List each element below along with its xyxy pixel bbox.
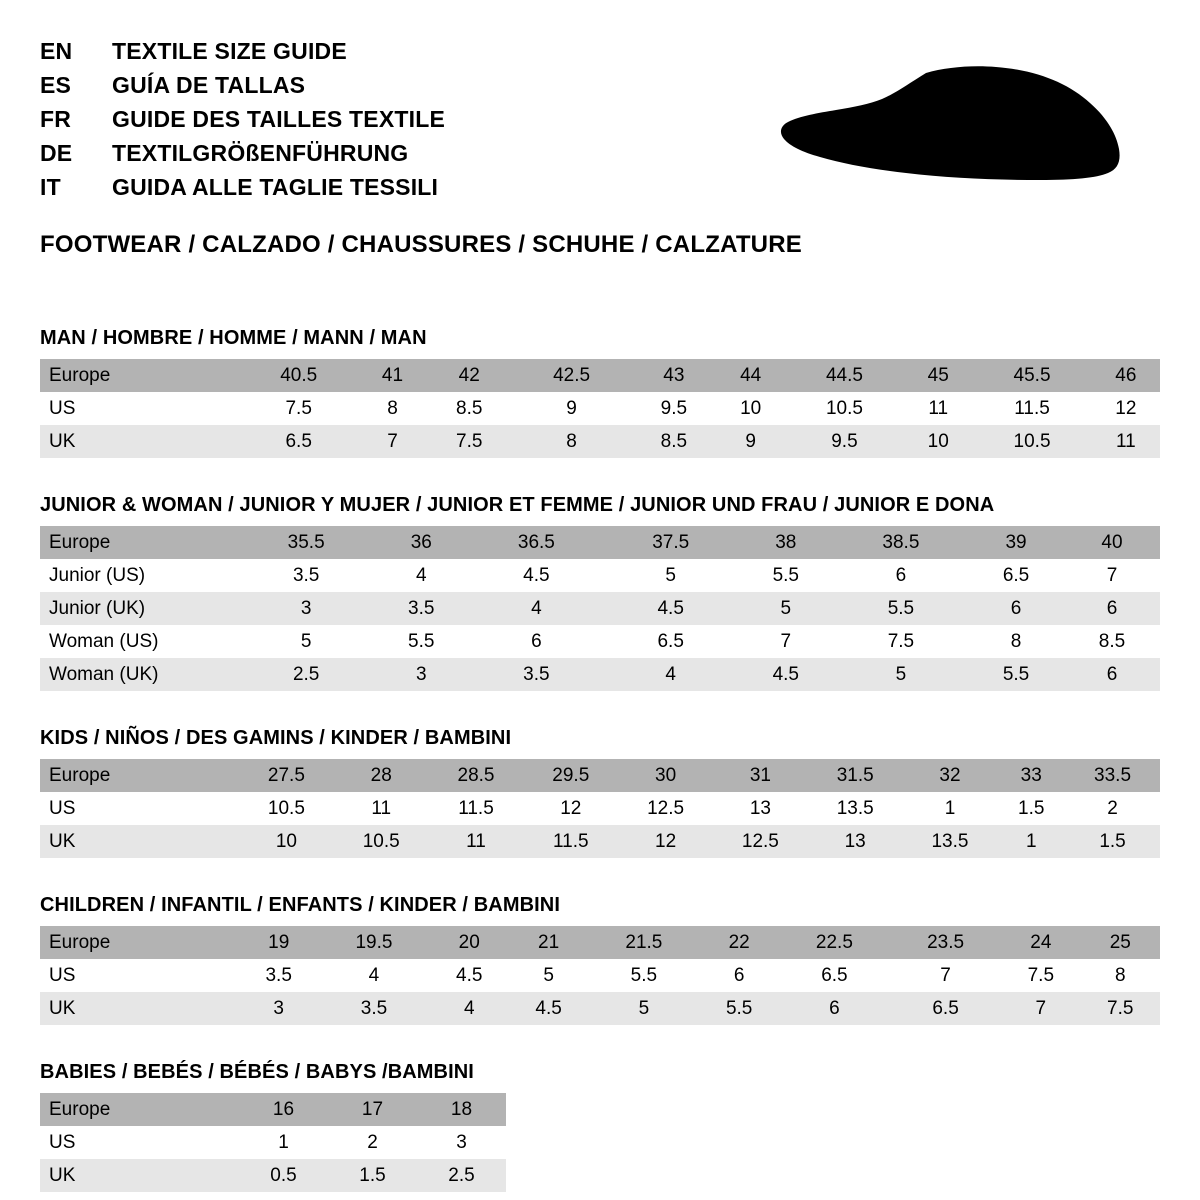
cell: 8.5: [631, 425, 716, 458]
table-row: [40, 526, 1160, 559]
cell: 5.5: [968, 658, 1064, 691]
cell: 21: [509, 926, 588, 959]
language-row: [40, 106, 445, 133]
language-list: [40, 30, 445, 201]
cell: 28: [334, 759, 429, 792]
language-row: [40, 174, 445, 201]
cell: 13.5: [808, 792, 903, 825]
cell: 4.5: [509, 992, 588, 1025]
cell: 2: [1065, 792, 1160, 825]
cell: 22.5: [779, 926, 890, 959]
cell: 25: [1081, 926, 1160, 959]
cell: 1.5: [997, 792, 1065, 825]
cell: 5.5: [373, 625, 469, 658]
table-row: [40, 1093, 506, 1126]
cell: 6.5: [239, 425, 358, 458]
cell: 7: [358, 425, 426, 458]
cell: 5: [604, 559, 738, 592]
cell: 10.5: [334, 825, 429, 858]
table-row: [40, 825, 1160, 858]
row-label: UK: [40, 1159, 239, 1192]
cell: 8: [358, 392, 426, 425]
cell: 17: [328, 1093, 417, 1126]
language-code: DE: [40, 140, 73, 166]
cell: 8.5: [427, 392, 512, 425]
cell: 6.5: [779, 959, 890, 992]
cell: 7: [1001, 992, 1080, 1025]
cell: 35.5: [239, 526, 373, 559]
cell: 12: [1092, 392, 1160, 425]
language-title: GUIDA ALLE TAGLIE TESSILI: [112, 174, 439, 200]
cell: 4: [604, 658, 738, 691]
cell: 5.5: [588, 959, 699, 992]
cell: 3: [373, 658, 469, 691]
cell: 3.5: [318, 992, 429, 1025]
language-row: [40, 72, 445, 99]
cell: 3.5: [239, 559, 373, 592]
cell: 12.5: [618, 792, 713, 825]
cell: 7.5: [427, 425, 512, 458]
cell: 6: [1064, 658, 1160, 691]
cell: 3: [239, 592, 373, 625]
cell: 40.5: [239, 359, 358, 392]
cell: 2: [328, 1126, 417, 1159]
row-label: UK: [40, 992, 239, 1025]
cell: 4: [469, 592, 603, 625]
cell: 8: [512, 425, 631, 458]
cell: 1: [997, 825, 1065, 858]
page-header: [40, 30, 1160, 205]
row-label: Woman (UK): [40, 658, 239, 691]
cell: 13: [808, 825, 903, 858]
row-label: US: [40, 1126, 239, 1159]
cell: 23.5: [890, 926, 1001, 959]
cell: 3.5: [469, 658, 603, 691]
cell: 6.5: [604, 625, 738, 658]
cell: 45: [904, 359, 972, 392]
table-row: [40, 959, 1160, 992]
cell: 6: [469, 625, 603, 658]
cell: 4: [430, 992, 509, 1025]
cell: 10: [239, 825, 334, 858]
table-row: [40, 759, 1160, 792]
language-code: EN: [40, 38, 73, 64]
cell: 5: [239, 625, 373, 658]
size-table-junior-woman: [40, 526, 1160, 691]
cell: 37.5: [604, 526, 738, 559]
cell: 31.5: [808, 759, 903, 792]
cell: 44.5: [785, 359, 904, 392]
cell: 30: [618, 759, 713, 792]
row-label: Woman (US): [40, 625, 239, 658]
cell: 2.5: [417, 1159, 506, 1192]
language-title: GUIDE DES TAILLES TEXTILE: [112, 106, 445, 132]
table-row: [40, 592, 1160, 625]
row-label: Junior (UK): [40, 592, 239, 625]
language-row: [40, 38, 445, 65]
cell: 36: [373, 526, 469, 559]
language-title: GUÍA DE TALLAS: [112, 72, 306, 98]
cell: 43: [631, 359, 716, 392]
cell: 18: [417, 1093, 506, 1126]
language-code: ES: [40, 72, 72, 98]
cell: 33: [997, 759, 1065, 792]
cell: 6.5: [968, 559, 1064, 592]
cell: 31: [713, 759, 808, 792]
cell: 8: [968, 625, 1064, 658]
cell: 10.5: [239, 792, 334, 825]
cell: 8: [1081, 959, 1160, 992]
section-title: KIDS / NIÑOS / DES GAMINS / KINDER / BAMBINI: [40, 727, 512, 749]
cell: 1: [903, 792, 998, 825]
row-label: US: [40, 959, 239, 992]
row-label: Europe: [40, 359, 239, 392]
section-title: CHILDREN / INFANTIL / ENFANTS / KINDER / BAMBINI: [40, 894, 560, 916]
cell: 4.5: [430, 959, 509, 992]
row-label: US: [40, 792, 239, 825]
cell: 5: [738, 592, 834, 625]
section-title: JUNIOR & WOMAN / JUNIOR Y MUJER / JUNIOR ET FEMME / JUNIOR UND FRAU / JUNIOR E DONA: [40, 494, 995, 516]
cell: 1.5: [328, 1159, 417, 1192]
table-row: [40, 792, 1160, 825]
cell: 32: [903, 759, 998, 792]
table-row: [40, 658, 1160, 691]
cell: 1.5: [1065, 825, 1160, 858]
language-code: IT: [40, 174, 61, 200]
cell: 11: [429, 825, 524, 858]
cell: 2.5: [239, 658, 373, 691]
cell: 27.5: [239, 759, 334, 792]
row-label: Europe: [40, 926, 239, 959]
cell: 7.5: [1081, 992, 1160, 1025]
cell: 21.5: [588, 926, 699, 959]
cell: 4: [318, 959, 429, 992]
section-children: [40, 894, 1160, 1025]
cell: 9.5: [631, 392, 716, 425]
cell: 10: [717, 392, 785, 425]
cell: 10.5: [785, 392, 904, 425]
section-babies: [40, 1061, 1160, 1192]
size-table-babies: [40, 1093, 506, 1192]
cell: 24: [1001, 926, 1080, 959]
cell: 7: [738, 625, 834, 658]
cell: 11.5: [429, 792, 524, 825]
table-row: [40, 992, 1160, 1025]
row-label: UK: [40, 425, 239, 458]
language-title: TEXTILGRÖßENFÜHRUNG: [112, 140, 409, 166]
cell: 42: [427, 359, 512, 392]
cell: 40: [1064, 526, 1160, 559]
section-kids: [40, 727, 1160, 858]
table-row: [40, 625, 1160, 658]
section-title: MAN / HOMBRE / HOMME / MANN / MAN: [40, 327, 427, 349]
row-label: Europe: [40, 526, 239, 559]
cell: 11: [334, 792, 429, 825]
cell: 13: [713, 792, 808, 825]
cell: 45.5: [972, 359, 1091, 392]
cell: 3.5: [373, 592, 469, 625]
cell: 28.5: [429, 759, 524, 792]
row-label: US: [40, 392, 239, 425]
cell: 10.5: [972, 425, 1091, 458]
cell: 6: [968, 592, 1064, 625]
cell: 12.5: [713, 825, 808, 858]
cell: 20: [430, 926, 509, 959]
row-label: Europe: [40, 759, 239, 792]
cell: 6: [1064, 592, 1160, 625]
cell: 16: [239, 1093, 328, 1126]
size-table-man: [40, 359, 1160, 458]
section-man: [40, 327, 1160, 458]
language-title: TEXTILE SIZE GUIDE: [112, 38, 347, 64]
cell: 7.5: [1001, 959, 1080, 992]
cell: 11.5: [523, 825, 618, 858]
cell: 5: [834, 658, 968, 691]
cell: 0.5: [239, 1159, 328, 1192]
table-row: [40, 1159, 506, 1192]
cell: 12: [523, 792, 618, 825]
cell: 9: [717, 425, 785, 458]
cell: 7: [1064, 559, 1160, 592]
size-table-kids: [40, 759, 1160, 858]
cell: 6: [779, 992, 890, 1025]
cell: 46: [1092, 359, 1160, 392]
cell: 6.5: [890, 992, 1001, 1025]
cell: 39: [968, 526, 1064, 559]
cell: 1: [239, 1126, 328, 1159]
cell: 9.5: [785, 425, 904, 458]
cell: 36.5: [469, 526, 603, 559]
cell: 5.5: [738, 559, 834, 592]
cell: 5: [588, 992, 699, 1025]
cell: 12: [618, 825, 713, 858]
cell: 3: [239, 992, 318, 1025]
cell: 19.5: [318, 926, 429, 959]
row-label: Junior (US): [40, 559, 239, 592]
table-row: [40, 359, 1160, 392]
cell: 22: [699, 926, 778, 959]
cell: 9: [512, 392, 631, 425]
cell: 5.5: [699, 992, 778, 1025]
cell: 13.5: [903, 825, 998, 858]
cell: 10: [904, 425, 972, 458]
cell: 11.5: [972, 392, 1091, 425]
language-row: [40, 140, 445, 167]
table-row: [40, 1126, 506, 1159]
table-row: [40, 425, 1160, 458]
cell: 6: [699, 959, 778, 992]
section-junior-woman: [40, 494, 1160, 691]
cell: 8.5: [1064, 625, 1160, 658]
size-table-children: [40, 926, 1160, 1025]
cell: 11: [904, 392, 972, 425]
cell: 5.5: [834, 592, 968, 625]
cell: 6: [834, 559, 968, 592]
row-label: UK: [40, 825, 239, 858]
table-row: [40, 392, 1160, 425]
cell: 4: [373, 559, 469, 592]
cell: 41: [358, 359, 426, 392]
row-label: Europe: [40, 1093, 239, 1126]
cell: 38.5: [834, 526, 968, 559]
table-row: [40, 926, 1160, 959]
dress-shoe-icon: [770, 55, 1130, 205]
cell: 33.5: [1065, 759, 1160, 792]
cell: 42.5: [512, 359, 631, 392]
cell: 29.5: [523, 759, 618, 792]
cell: 4.5: [469, 559, 603, 592]
cell: 44: [717, 359, 785, 392]
cell: 4.5: [738, 658, 834, 691]
language-code: FR: [40, 106, 72, 132]
table-row: [40, 559, 1160, 592]
cell: 3.5: [239, 959, 318, 992]
cell: 4.5: [604, 592, 738, 625]
category-title: FOOTWEAR / CALZADO / CHAUSSURES / SCHUHE / CALZATURE: [40, 231, 802, 258]
cell: 7.5: [239, 392, 358, 425]
cell: 38: [738, 526, 834, 559]
cell: 7: [890, 959, 1001, 992]
cell: 5: [509, 959, 588, 992]
cell: 19: [239, 926, 318, 959]
section-title: BABIES / BEBÉS / BÉBÉS / BABYS /BAMBINI: [40, 1061, 474, 1083]
cell: 3: [417, 1126, 506, 1159]
cell: 7.5: [834, 625, 968, 658]
cell: 11: [1092, 425, 1160, 458]
